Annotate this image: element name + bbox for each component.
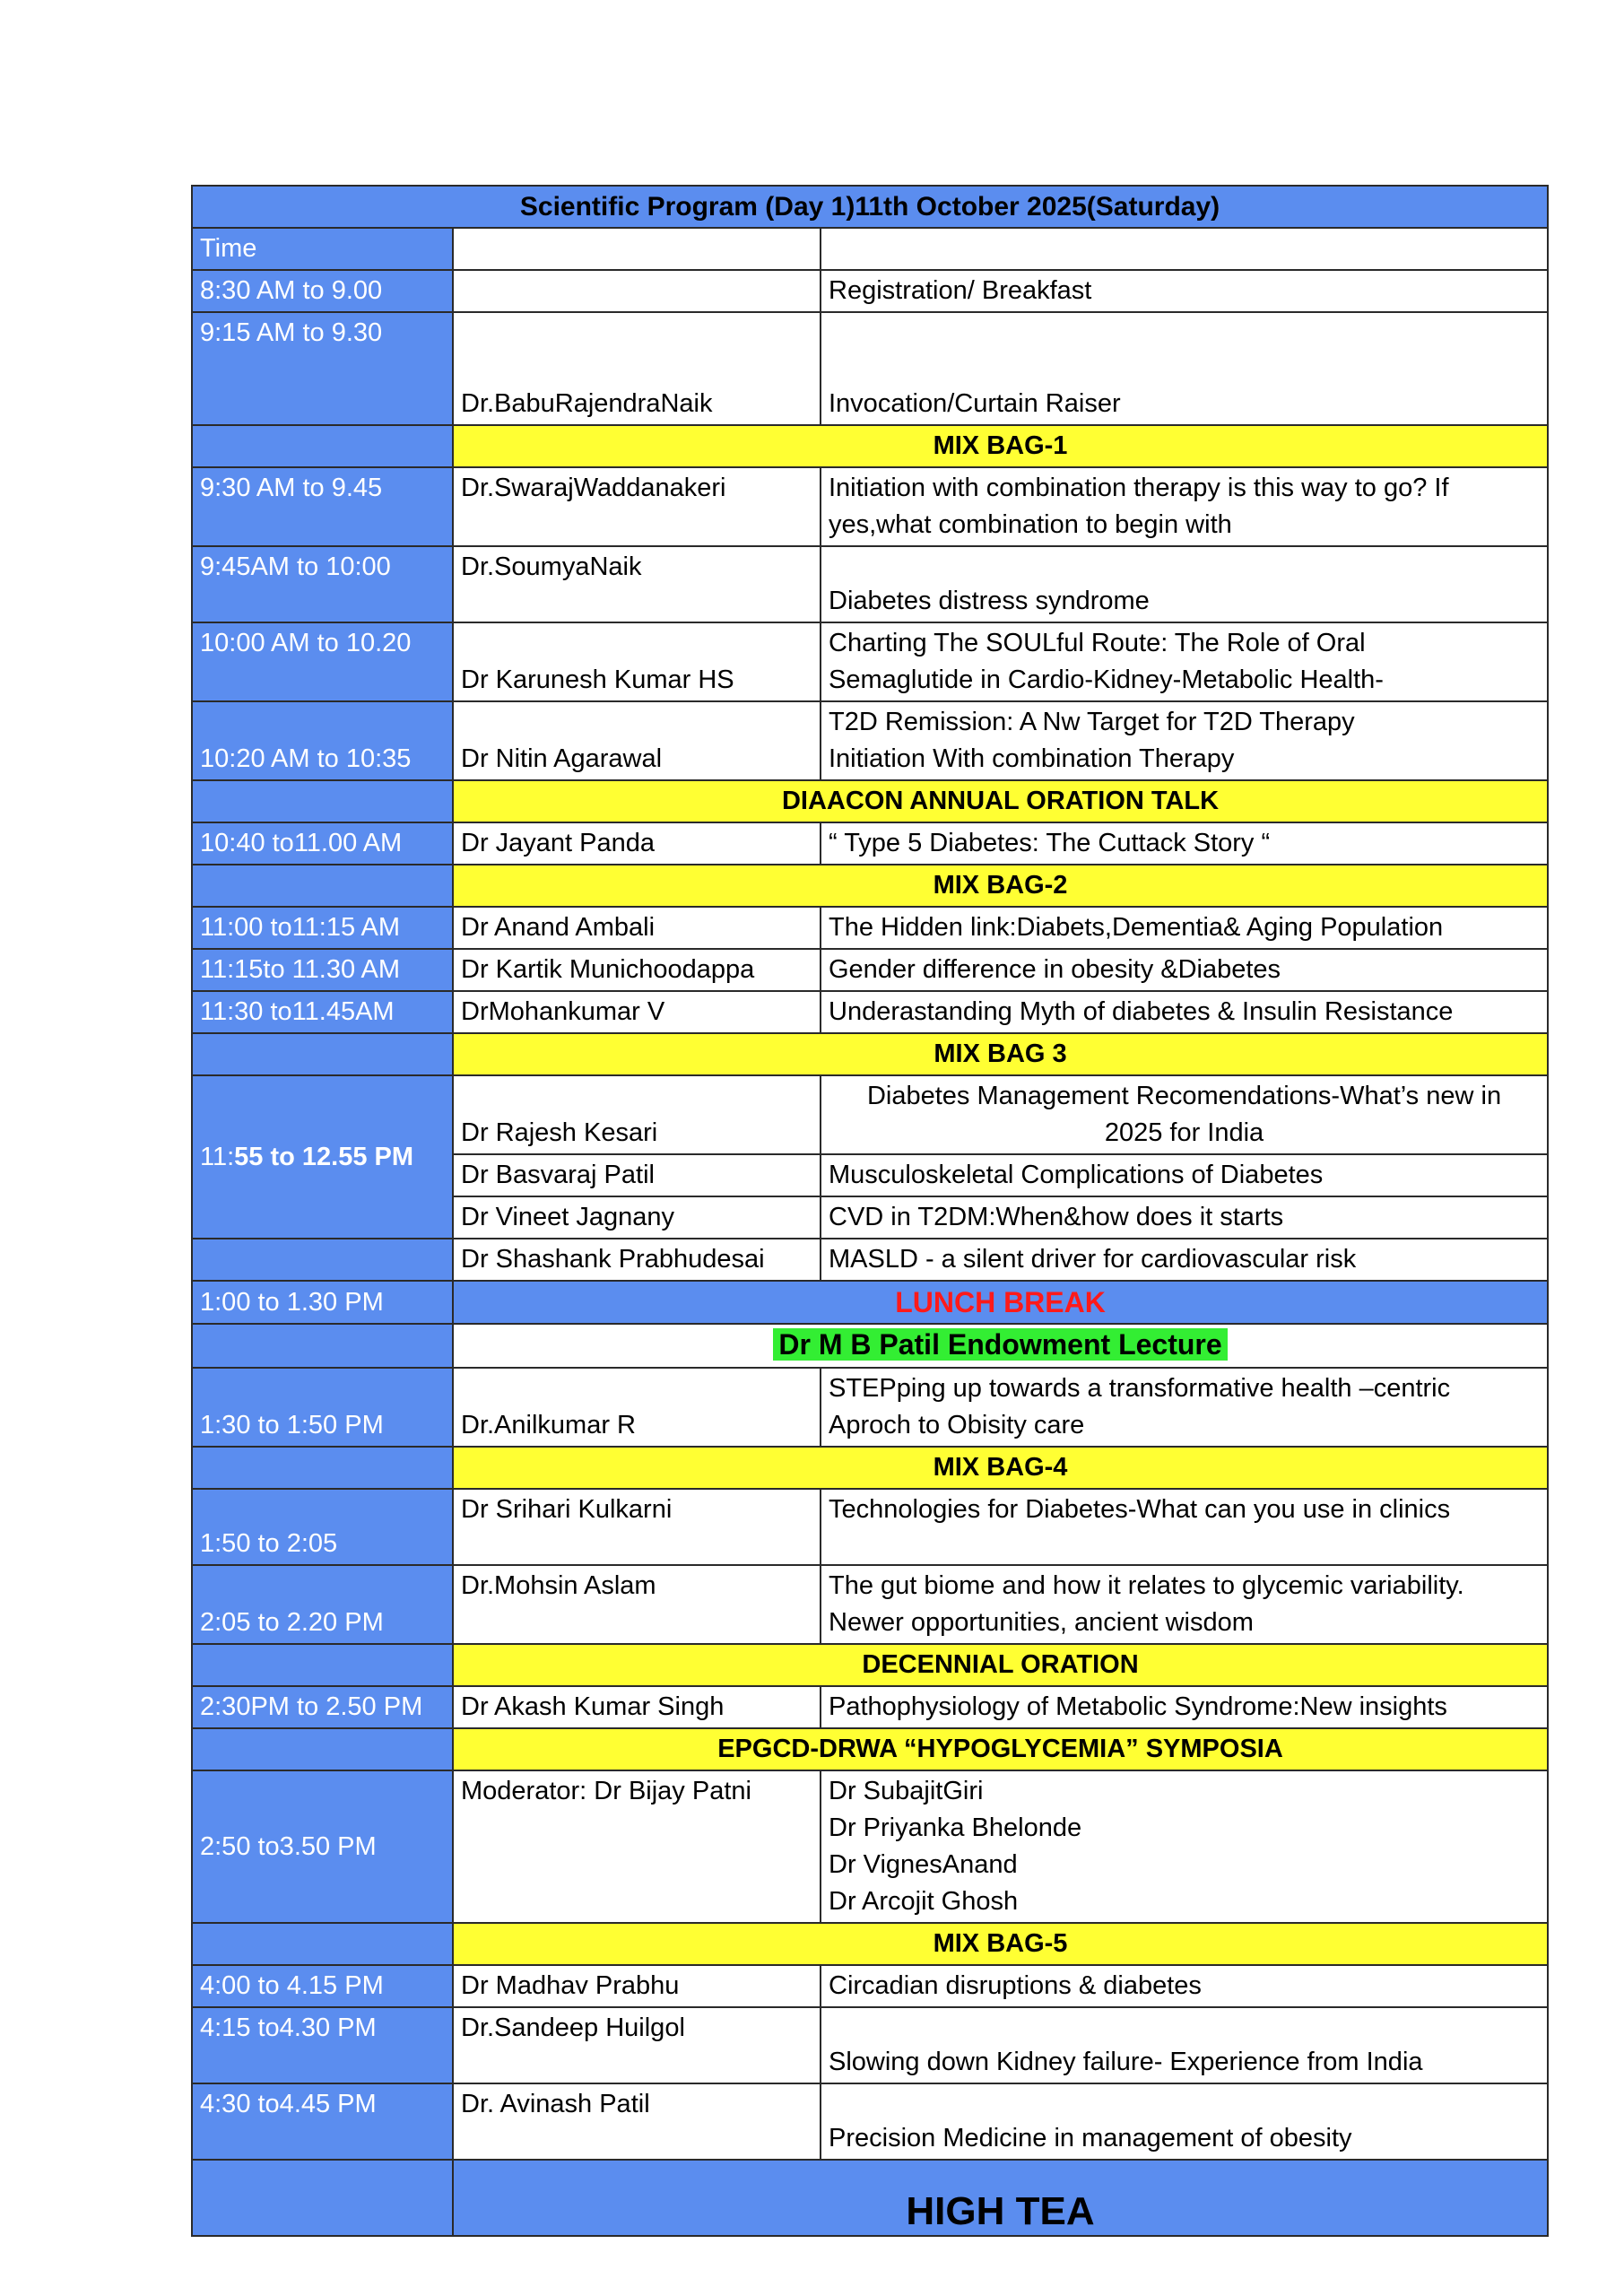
session-speaker: Dr Madhav Prabhu bbox=[453, 1965, 821, 2007]
session-topic: Invocation/Curtain Raiser bbox=[821, 312, 1548, 425]
section-row bbox=[192, 1923, 1548, 1965]
time-cell-empty bbox=[192, 1239, 453, 1281]
session-speaker: Dr.SoumyaNaik bbox=[453, 546, 821, 622]
session-time: 10:20 AM to 10:35 bbox=[192, 701, 453, 780]
topic-line: yes,what combination to begin with bbox=[829, 510, 1232, 539]
session-time: 11:30 to11.45AM bbox=[192, 991, 453, 1033]
panelist: Dr SubajitGiri bbox=[829, 1777, 984, 1805]
endowment-lecture-title: Dr M B Patil Endowment Lecture bbox=[773, 1328, 1227, 1361]
high-tea-label: HIGH TEA bbox=[453, 2160, 1548, 2236]
time-prefix: 11: bbox=[200, 1142, 235, 1171]
speaker-header bbox=[453, 228, 821, 270]
section-mix-bag-2: MIX BAG-2 bbox=[453, 865, 1548, 907]
table-row bbox=[192, 907, 1548, 949]
session-time: 2:30PM to 2.50 PM bbox=[192, 1686, 453, 1728]
table-row bbox=[192, 2083, 1548, 2160]
time-cell-empty bbox=[192, 1644, 453, 1686]
topic-line: Diabetes Management Recomendations-What’s new in bbox=[866, 1082, 1502, 1110]
session-speaker: Dr Akash Kumar Singh bbox=[453, 1686, 821, 1728]
session-time: 1:50 to 2:05 bbox=[192, 1489, 453, 1565]
section-row bbox=[192, 780, 1548, 822]
session-time: 11:00 to11:15 AM bbox=[192, 907, 453, 949]
panelist: Dr Priyanka Bhelonde bbox=[829, 1813, 1082, 1842]
section-mix-bag-3: MIX BAG 3 bbox=[453, 1033, 1548, 1075]
session-time: 9:45AM to 10:00 bbox=[192, 546, 453, 622]
session-time: 9:15 AM to 9.30 bbox=[192, 312, 453, 425]
session-time: 10:40 to11.00 AM bbox=[192, 822, 453, 865]
table-row bbox=[192, 1965, 1548, 2007]
table-row bbox=[192, 1686, 1548, 1728]
session-speaker: Dr Kartik Munichoodappa bbox=[453, 949, 821, 991]
topic-line: STEPping up towards a transformative health –centric bbox=[829, 1374, 1451, 1403]
time-cell-empty bbox=[192, 780, 453, 822]
section-hypoglycemia-symposia: EPGCD-DRWA “HYPOGLYCEMIA” SYMPOSIA bbox=[453, 1728, 1548, 1770]
table-row bbox=[192, 270, 1548, 312]
session-speaker: Dr.SwarajWaddanakeri bbox=[453, 467, 821, 546]
session-topic: Pathophysiology of Metabolic Syndrome:New insights bbox=[821, 1686, 1548, 1728]
table-row bbox=[192, 822, 1548, 865]
session-time: 8:30 AM to 9.00 bbox=[192, 270, 453, 312]
session-topic bbox=[821, 1368, 1548, 1447]
session-speaker: Dr Nitin Agarawal bbox=[453, 701, 821, 780]
session-topic bbox=[821, 701, 1548, 780]
lunch-break-label: LUNCH BREAK bbox=[453, 1281, 1548, 1324]
table-row bbox=[192, 949, 1548, 991]
session-time bbox=[192, 1075, 453, 1239]
time-cell-empty bbox=[192, 1447, 453, 1489]
topic-line: Newer opportunities, ancient wisdom bbox=[829, 1608, 1254, 1637]
section-row bbox=[192, 1447, 1548, 1489]
session-time: 4:00 to 4.15 PM bbox=[192, 1965, 453, 2007]
session-topic bbox=[821, 1075, 1548, 1154]
panelist: Dr VignesAnand bbox=[829, 1850, 1018, 1879]
session-speaker bbox=[453, 270, 821, 312]
session-topic: MASLD - a silent driver for cardiovascular risk bbox=[821, 1239, 1548, 1281]
table-row bbox=[192, 312, 1548, 425]
section-decennial-oration: DECENNIAL ORATION bbox=[453, 1644, 1548, 1686]
section-row bbox=[192, 1728, 1548, 1770]
session-time: 9:30 AM to 9.45 bbox=[192, 467, 453, 546]
session-topic: Diabetes distress syndrome bbox=[821, 546, 1548, 622]
topic-line: 2025 for India bbox=[1104, 1118, 1264, 1147]
time-cell-empty bbox=[192, 1728, 453, 1770]
session-time: 1:00 to 1.30 PM bbox=[192, 1281, 453, 1324]
session-speaker: Dr Rajesh Kesari bbox=[453, 1075, 821, 1154]
session-topic: Slowing down Kidney failure- Experience from India bbox=[821, 2007, 1548, 2083]
section-mix-bag-1: MIX BAG-1 bbox=[453, 425, 1548, 467]
session-speaker: Dr Anand Ambali bbox=[453, 907, 821, 949]
table-row bbox=[192, 2007, 1548, 2083]
time-cell-empty bbox=[192, 865, 453, 907]
section-row bbox=[192, 1324, 1548, 1368]
table-row bbox=[192, 1239, 1548, 1281]
time-bold: 55 to 12.55 PM bbox=[234, 1142, 414, 1171]
topic-header bbox=[821, 228, 1548, 270]
session-speaker: Dr Srihari Kulkarni bbox=[453, 1489, 821, 1565]
session-time: 10:00 AM to 10.20 bbox=[192, 622, 453, 701]
session-speaker: Dr Basvaraj Patil bbox=[453, 1154, 821, 1196]
topic-line: Initiation With combination Therapy bbox=[829, 744, 1235, 773]
section-row bbox=[192, 865, 1548, 907]
panelist: Dr Arcojit Ghosh bbox=[829, 1887, 1019, 1916]
program-title: Scientific Program (Day 1)11th October 2025(Saturday) bbox=[192, 186, 1548, 228]
table-row bbox=[192, 1770, 1548, 1923]
session-topic: Technologies for Diabetes-What can you use in clinics bbox=[821, 1489, 1548, 1565]
topic-line: Charting The SOULful Route: The Role of Oral bbox=[829, 629, 1366, 657]
time-cell-empty bbox=[192, 1324, 453, 1368]
title-row bbox=[192, 186, 1548, 228]
session-time: 4:15 to4.30 PM bbox=[192, 2007, 453, 2083]
table-row bbox=[192, 991, 1548, 1033]
section-mix-bag-4: MIX BAG-4 bbox=[453, 1447, 1548, 1489]
panel-list bbox=[821, 1770, 1548, 1923]
session-speaker: Dr.Anilkumar R bbox=[453, 1368, 821, 1447]
session-speaker: Dr. Avinash Patil bbox=[453, 2083, 821, 2160]
session-speaker: DrMohankumar V bbox=[453, 991, 821, 1033]
topic-line: Semaglutide in Cardio-Kidney-Metabolic Health- bbox=[829, 665, 1384, 694]
session-time: 4:30 to4.45 PM bbox=[192, 2083, 453, 2160]
table-row bbox=[192, 701, 1548, 780]
session-speaker: Dr.Mohsin Aslam bbox=[453, 1565, 821, 1644]
session-time: 2:50 to3.50 PM bbox=[192, 1770, 453, 1923]
topic-line: T2D Remission: A Nw Target for T2D Therapy bbox=[829, 708, 1355, 736]
time-header: Time bbox=[192, 228, 453, 270]
section-row bbox=[192, 1644, 1548, 1686]
session-time: 1:30 to 1:50 PM bbox=[192, 1368, 453, 1447]
session-topic: Registration/ Breakfast bbox=[821, 270, 1548, 312]
session-speaker: Moderator: Dr Bijay Patni bbox=[453, 1770, 821, 1923]
table-row bbox=[192, 622, 1548, 701]
section-row bbox=[192, 425, 1548, 467]
session-topic: Musculoskeletal Complications of Diabetes bbox=[821, 1154, 1548, 1196]
section-annual-oration: DIAACON ANNUAL ORATION TALK bbox=[453, 780, 1548, 822]
session-topic: Circadian disruptions & diabetes bbox=[821, 1965, 1548, 2007]
time-cell-empty bbox=[192, 1033, 453, 1075]
program-table bbox=[191, 185, 1549, 2237]
session-speaker: Dr.BabuRajendraNaik bbox=[453, 312, 821, 425]
topic-line: Aproch to Obisity care bbox=[829, 1411, 1085, 1439]
topic-line: Initiation with combination therapy is this way to go? If bbox=[829, 474, 1449, 502]
session-topic bbox=[821, 1565, 1548, 1644]
session-topic: Gender difference in obesity &Diabetes bbox=[821, 949, 1548, 991]
time-cell-empty bbox=[192, 2160, 453, 2236]
topic-line: The gut biome and how it relates to glycemic variability. bbox=[829, 1571, 1464, 1600]
session-speaker: Dr Shashank Prabhudesai bbox=[453, 1239, 821, 1281]
time-cell-empty bbox=[192, 425, 453, 467]
session-topic: Precision Medicine in management of obesity bbox=[821, 2083, 1548, 2160]
header-row bbox=[192, 228, 1548, 270]
table-row bbox=[192, 467, 1548, 546]
session-speaker: Dr Karunesh Kumar HS bbox=[453, 622, 821, 701]
table-row bbox=[192, 1075, 1548, 1154]
time-cell-empty bbox=[192, 1923, 453, 1965]
section-mix-bag-5: MIX BAG-5 bbox=[453, 1923, 1548, 1965]
table-row bbox=[192, 1565, 1548, 1644]
lunch-row bbox=[192, 1281, 1548, 1324]
endowment-cell bbox=[453, 1324, 1548, 1368]
table-row bbox=[192, 546, 1548, 622]
session-topic: “ Type 5 Diabetes: The Cuttack Story “ bbox=[821, 822, 1548, 865]
session-speaker: Dr Jayant Panda bbox=[453, 822, 821, 865]
session-topic bbox=[821, 622, 1548, 701]
session-topic: The Hidden link:Diabets,Dementia& Aging Population bbox=[821, 907, 1548, 949]
high-tea-row bbox=[192, 2160, 1548, 2236]
session-time: 11:15to 11.30 AM bbox=[192, 949, 453, 991]
table-row bbox=[192, 1368, 1548, 1447]
session-topic bbox=[821, 467, 1548, 546]
session-time: 2:05 to 2.20 PM bbox=[192, 1565, 453, 1644]
session-speaker: Dr.Sandeep Huilgol bbox=[453, 2007, 821, 2083]
session-topic: Underastanding Myth of diabetes & Insulin Resistance bbox=[821, 991, 1548, 1033]
table-row bbox=[192, 1489, 1548, 1565]
section-row bbox=[192, 1033, 1548, 1075]
session-speaker: Dr Vineet Jagnany bbox=[453, 1196, 821, 1239]
session-topic: CVD in T2DM:When&how does it starts bbox=[821, 1196, 1548, 1239]
